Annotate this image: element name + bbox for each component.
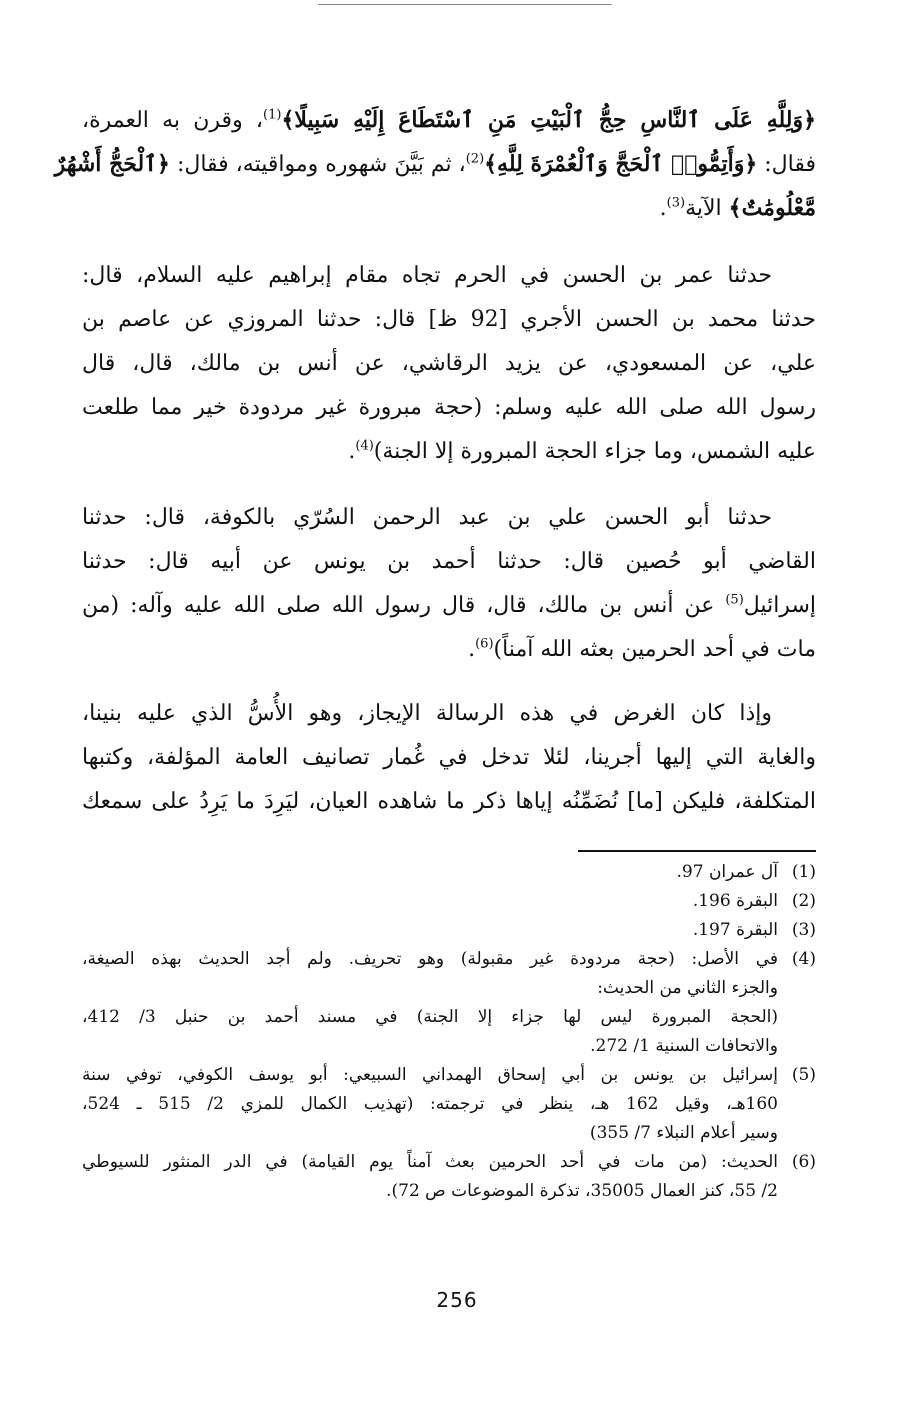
paragraph-hadith-1 [82, 254, 816, 474]
footnote-number: (6) [791, 1152, 816, 1172]
footnote [82, 1061, 816, 1148]
footnote-number: (2) [791, 891, 816, 911]
footnote-text: في الأصل: (حجة مردودة غير مقبولة) وهو تحريف. ولم أجد الحديث بهذه الصيغة، [82, 949, 778, 969]
footnote-text: 160هـ، وقيل 162 هـ، ينظر في ترجمته: (تهذيب الكمال للمزي 2/ 515 ـ 524، [82, 1094, 778, 1114]
text-line: رسول الله صلى الله عليه وسلم: (حجة مبرورة غير مردودة خير مما طلعت [82, 395, 816, 420]
footnote-number: (4) [791, 949, 816, 969]
paragraph-quran-verses [54, 98, 816, 230]
footnotes [82, 858, 816, 1206]
footnote [82, 1148, 816, 1206]
footnote-text: الحديث: (من مات في أحد الحرمين بعث آمناً يوم القيامة) في الدر المنثور للسيوطي [82, 1152, 778, 1172]
text-line: والغاية التي إليها أجرينا، لئلا تدخل في غُمار تصانيف العامة المؤلفة، وكتبها [82, 745, 816, 770]
footnote [82, 887, 816, 916]
text-line: حدثنا أبو الحسن علي بن عبد الرحمن السُرّي بالكوفة، قال: حدثنا [82, 505, 772, 530]
text-line: عليه الشمس، وما جزاء الحجة المبرورة إلا الجنة)$^{(4)}$. [348, 438, 816, 464]
text-line: القاضي أبو حُصين قال: حدثنا أحمد بن يونس عن أبيه قال: حدثنا [82, 549, 816, 574]
footnote-text: البقرة 196. [692, 891, 778, 911]
text-line: إسرائيل$^{(5)}$ عن أنس بن مالك، قال، قال رسول الله صلى الله عليه وآله: (من [82, 592, 816, 618]
footnote-text: وسير أعلام النبلاء 7/ 355) [589, 1123, 778, 1143]
footnote-text: إسرائيل بن يونس بن أبي إسحاق الهمداني السبيعي: أبو يوسف الكوفي، توفي سنة [82, 1065, 778, 1085]
page-number: 256 [436, 1288, 478, 1312]
footnote-text: البقرة 197. [692, 920, 778, 940]
footnote [82, 916, 816, 945]
footnote [82, 945, 816, 1061]
text-line: فقال: ﴿وَأَتِمُّوا۟ ٱلْحَجَّ وَٱلْعُمْرَةَ لِلَّهِ﴾$^{(2)}$، ثم بَيَّنَ شهوره ومواقيته، فقال: ﴿ٱلْحَجُّ أَشْهُرٌ [54, 151, 816, 177]
footnote-number: (1) [791, 862, 816, 882]
text-line: وإذا كان الغرض في هذه الرسالة الإيجاز، وهو الأُسُّ الذي عليه بنينا، [82, 701, 772, 726]
text-line: مَّعْلُومَٰتٌ﴾ الآية$^{(3)}$. [659, 195, 816, 221]
header-rule [318, 4, 612, 5]
text-line: مات في أحد الحرمين بعثه الله آمناً)$^{(6)}$. [468, 636, 816, 662]
footnote-text: (الحجة المبرورة ليس لها جزاء إلا الجنة) في مسند أحمد بن حنبل 3/ 412، [82, 1007, 778, 1027]
text-line: حدثنا عمر بن الحسن في الحرم تجاه مقام إبراهيم عليه السلام، قال: [82, 263, 772, 288]
text-line: ﴿وَلِلَّهِ عَلَى ٱلنَّاسِ حِجُّ ٱلْبَيْتِ مَنِ ٱسْتَطَاعَ إِلَيْهِ سَبِيلًا﴾$^{(1)}$، وقرن به العمرة، [82, 107, 816, 133]
text-line: حدثنا محمد بن الحسن الأجري [92 ظ] قال: حدثنا المروزي عن عاصم بن [82, 307, 816, 332]
text-line: المتكلفة، فليكن [ما] نُضَمِّنُه إياها ذكر ما شاهده العيان، ليَرِدَ ما يَرِدُ على سمعك [82, 789, 816, 814]
footnote [82, 858, 816, 887]
text-line: علي، عن المسعودي، عن يزيد الرقاشي، عن أنس بن مالك، قال، قال [82, 351, 816, 376]
footnote-text: آل عمران 97. [676, 862, 778, 882]
footnote-text: 2/ 55، كنز العمال 35005، تذكرة الموضوعات ص 72). [386, 1181, 778, 1201]
footnote-number: (5) [791, 1065, 816, 1085]
paragraph-hadith-2 [82, 496, 816, 672]
footnote-text: والجزء الثاني من الحديث: [597, 978, 778, 998]
footnote-number: (3) [791, 920, 816, 940]
paragraph-purpose [82, 692, 816, 824]
footnote-text: والاتحافات السنية 1/ 272. [590, 1036, 778, 1056]
footnote-separator [578, 850, 816, 852]
